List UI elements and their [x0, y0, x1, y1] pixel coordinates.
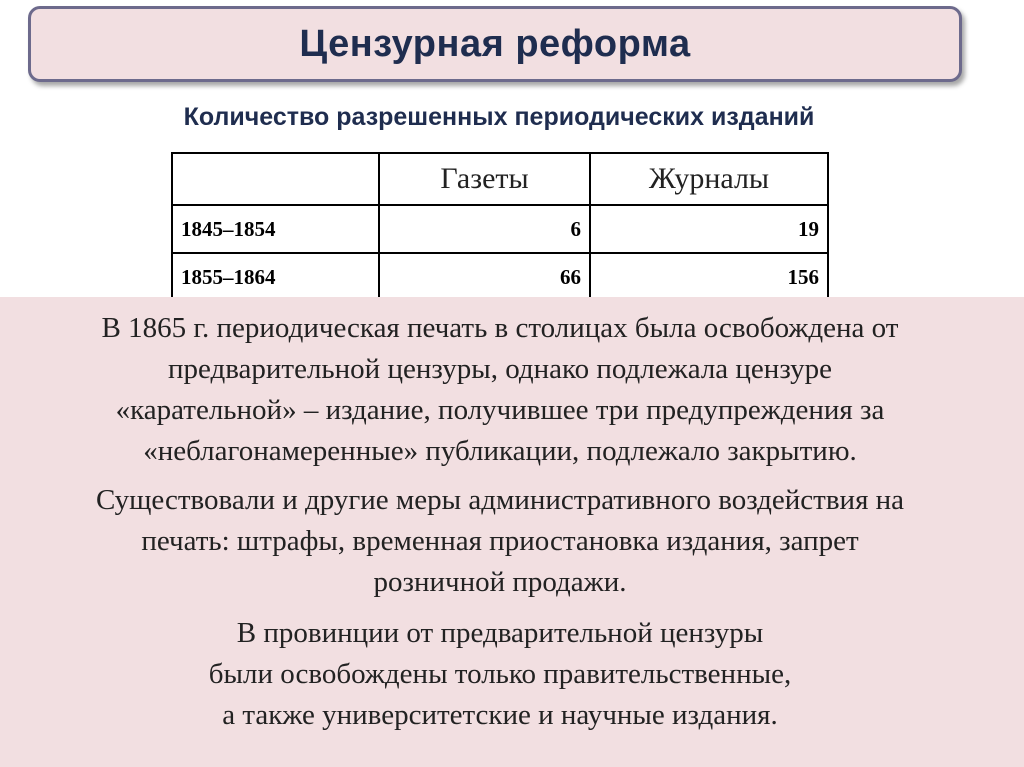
- cell-newspapers: 6: [379, 205, 590, 253]
- table-row: [172, 205, 828, 253]
- paragraph-press-freedom: [0, 308, 1000, 472]
- text-line: розничной продажи.: [373, 566, 627, 598]
- header-cell-newspapers: Газеты: [379, 153, 590, 205]
- cell-magazines: 156: [590, 253, 828, 301]
- text-line: а также университетские и научные издания.: [222, 699, 778, 731]
- text-line: В провинции от предварительной цензуры: [236, 617, 764, 649]
- paragraph-provinces: [0, 613, 1000, 736]
- cell-period: 1845–1854: [172, 205, 379, 253]
- header-cell-magazines: Журналы: [590, 153, 828, 205]
- cell-period: 1855–1864: [172, 253, 379, 301]
- table-row: [172, 253, 828, 301]
- header-cell-period: [172, 153, 379, 205]
- paragraph-administrative-measures: [0, 480, 1000, 603]
- text-line: «карательной» – издание, получившее три предупреждения за: [115, 394, 885, 426]
- table-caption: Количество разрешенных периодических изданий: [183, 103, 815, 131]
- text-line: «неблагонамеренные» публикации, подлежало закрытию.: [143, 435, 857, 467]
- text-line: предварительной цензуры, однако подлежала цензуре: [167, 353, 833, 385]
- text-line: печать: штрафы, временная приостановка издания, запрет: [141, 525, 859, 557]
- cell-magazines: 19: [590, 205, 828, 253]
- periodicals-table: [171, 152, 829, 302]
- text-line: были освобождены только правительственные,: [208, 658, 792, 690]
- text-panel: [0, 297, 1024, 767]
- cell-newspapers: 66: [379, 253, 590, 301]
- text-line: В 1865 г. периодическая печать в столицах была освобождена от: [101, 312, 899, 344]
- title-box: [28, 6, 962, 82]
- slide-title: Цензурная реформа: [299, 22, 691, 65]
- text-line: Существовали и другие меры административного воздействия на: [95, 484, 905, 516]
- table-header-row: [172, 153, 828, 205]
